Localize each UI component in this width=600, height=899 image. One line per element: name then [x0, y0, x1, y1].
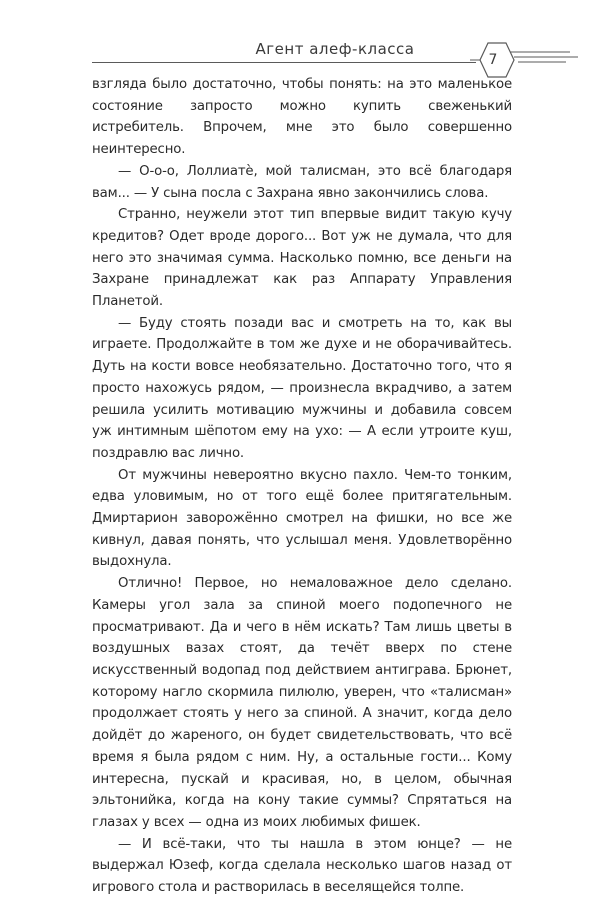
paragraph: взгляда было достаточно, чтобы понять: на это маленькое состояние запросто можно купить свеженький истребитель. Впрочем, мне это было совершенно неинтересно. [92, 77, 512, 158]
paragraph: — И всё-таки, что ты нашла в этом юнце? — не выдержал Юзеф, когда сделала несколько шагов назад от игрового стола и растворилась в веселящейся толпе. [92, 836, 512, 896]
paragraph: Отлично! Первое, но немаловажное дело сделано. Камеры угол зала за спиной моего подопечного не просматривают. Да и чего в нём искать? Там лишь цветы в воздушных вазах стоят, да течёт вверх по стене искусственный водопад под действием антиграва. Брюнет, которому нагло скормила пилюлю, уверен, что «талисман» продолжает стоять у него за спиной. А значит, когда дело дойдёт до жареного, он будет свидетельствовать, что всё время я была рядом с ним. Ну, а остальные гости... Кому интересна, пускай и красивая, но, в целом, обычная эльтонийка, когда на кону такие суммы? Спрятаться на глазах у всех — одна из моих любимых фишек. [92, 576, 512, 830]
paragraph: — Буду стоять позади вас и смотреть на то, как вы играете. Продолжайте в том же духе и не оборачивайтесь. Дуть на кости вовсе необязательно. Достаточно того, что я просто нахожусь рядом, — произнесла вкрадчиво, а затем решила усилить мотивацию мужчины и добавила совсем уж интимным шёпотом ему на ухо: — А если утроите куш, поздравлю вас лично. [92, 315, 512, 461]
page-number: 7 [488, 52, 498, 68]
paragraph: Странно, неужели этот тип впервые видит такую кучу кредитов? Одет вроде дорого... Вот уж не думала, что для него это значимая сумма. Насколько помню, все деньги на Захране принадлежат как раз Аппарату Управления Планетой. [92, 207, 512, 310]
header-rule [92, 62, 476, 63]
paragraph: — О-о-о, Лоллиатѐ, мой талисман, это всё благодаря вам... — У сына посла с Захрана явно закончились слова. [92, 163, 512, 201]
paragraph: От мужчины невероятно вкусно пахло. Чем-то тонким, едва уловимым, но от того ещё более притягательным. Дмиртарион заворожённо смотрел на фишки, но все же кивнул, давая понять, что услышал меня. Удовлетворённо выдохнула. [92, 467, 512, 570]
body-text [92, 74, 512, 899]
running-head-title: Агент алеф-класса [255, 40, 415, 58]
